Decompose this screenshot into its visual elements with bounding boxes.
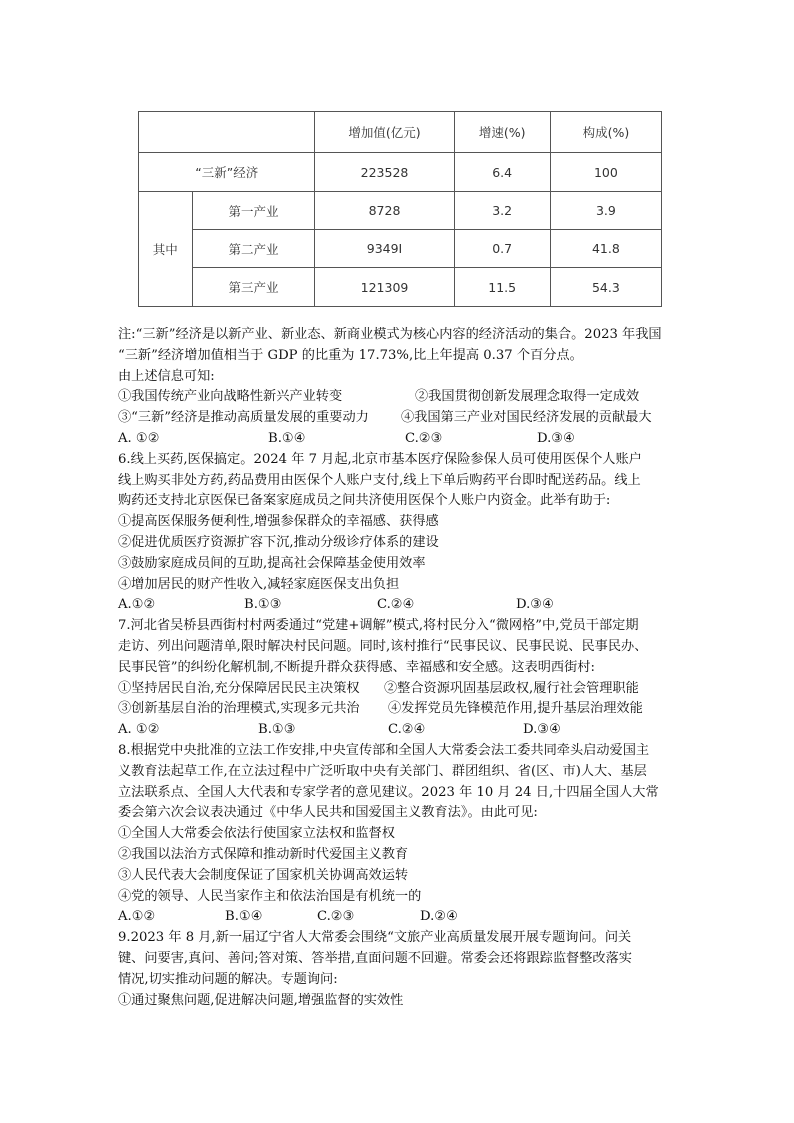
question-9-stem: 情况,切实推动问题的解决。专题询问: [118,971,338,987]
table-header-row [139,112,662,153]
statement-2: ②促进优质医疗资源扩容下沉,推动分级诊疗体系的建设 [118,534,439,550]
statement-4: ④发挥党员先锋模范作用,提升基层治理效能 [388,701,643,717]
answer-options [118,720,678,741]
option-a[interactable]: A. ①② [118,722,160,738]
answer-options [118,429,678,450]
question-7-stem: 民事民管”的纠纷化解机制,不断提升群众获得感、幸福感和安全感。这表明西街村: [118,659,595,675]
cell-total-growth: 6.4 [454,153,550,192]
statement-3: ③人民代表大会制度保证了国家机关协调高效运转 [118,867,409,883]
table-row-secondary [139,230,662,268]
cell-primary-growth: 3.2 [454,192,550,230]
row-label-secondary: 第二产业 [192,230,315,268]
questions-text [118,325,678,1011]
option-b[interactable]: B.①④ [268,430,306,446]
table-row-primary [139,192,662,230]
statement-4: ④党的领导、人民当家作主和依法治国是有机统一的 [118,888,422,904]
statement-2: ②整合资源巩固基层政权,履行社会管理职能 [384,680,639,696]
statement-1: ①坚持居民自治,充分保障居民民主决策权 [118,680,360,696]
question-9-stem: 键、问要害,真问、善问;答对策、答举措,直面问题不回避。常委会还将跟踪监督整改落实 [118,950,632,966]
statement-1: ①通过聚焦问题,促进解决问题,增强监督的实效性 [118,992,404,1008]
cell-tertiary-growth: 11.5 [454,268,550,307]
statement-pair [118,699,678,720]
cell-primary-value: 8728 [315,192,454,230]
statement-pair [118,679,678,700]
cell-secondary-value: 9349I [315,230,454,268]
option-b[interactable]: B.①③ [258,722,296,738]
answer-options [118,595,678,616]
table-row-total [139,153,662,192]
question-7-stem: 走访、列出问题清单,限时解决村民问题。同时,该村推行“民事民议、民事民说、民事民办、 [118,638,648,654]
statement-2: ②我国以法治方式保障和推动新时代爱国主义教育 [118,846,409,862]
row-label-total: “三新”经济 [139,153,315,192]
question-lead: 由上述信息可知: [118,368,215,384]
cell-tertiary-value: 121309 [315,268,454,307]
question-8-stem: 委会第六次会议表决通过《中华人民共和国爱国主义教育法》。由此可见: [118,805,538,821]
question-8-stem: 义教育法起草工作,在立法过程中广泛听取中央有关部门、群团组织、省(区、市)人大、基层 [118,763,647,779]
option-c[interactable]: C.②③ [405,430,443,446]
note-line: 注:“三新”经济是以新产业、新业态、新商业模式为核心内容的经济活动的集合。2023 年我国 [118,327,662,342]
note-line: “三新”经济增加值相当于 GDP 的比重为 17.73%,比上年提高 0.37 个百分点。 [118,347,583,363]
statement-pair [118,408,678,429]
group-label-cell: 其中 [139,192,193,307]
row-label-tertiary: 第三产业 [192,268,315,307]
statement-1: ①提高医保服务便利性,增强参保群众的幸福感、获得感 [118,514,439,530]
table-row-tertiary [139,268,662,307]
question-6-stem: 6.线上买药,医保搞定。2024 年 7 月起,北京市基本医疗保险参保人员可使用医保个人账户 [118,451,642,467]
question-9-stem: 9.2023 年 8 月,新一届辽宁省人大常委会围绕“文旅产业高质量发展开展专题询问。问关 [118,930,632,946]
statement-4: ④增加居民的财产性收入,减轻家庭医保支出负担 [118,576,400,592]
header-cell-growth: 增速(%) [454,112,550,153]
cell-primary-composition: 3.9 [550,192,661,230]
statement-1: ①我国传统产业向战略性新兴产业转变 [118,389,343,405]
question-6-stem: 购药还支持北京医保已备案家庭成员之间共济使用医保个人账户内资金。此举有助于: [118,493,611,509]
option-a[interactable]: A. ①② [118,430,160,446]
option-d[interactable]: D.③④ [516,597,554,613]
statement-4: ④我国第三产业对国民经济发展的贡献最大 [401,410,652,426]
header-cell-value-added: 增加值(亿元) [315,112,454,153]
answer-options [118,907,678,928]
cell-total-composition: 100 [550,153,661,192]
statement-pair [118,387,678,408]
option-a[interactable]: A.①② [118,909,156,925]
statement-1: ①全国人大常委会依法行使国家立法权和监督权 [118,826,395,842]
option-d[interactable]: D.③④ [537,430,575,446]
cell-total-value: 223528 [315,153,454,192]
option-a[interactable]: A.①② [118,597,156,613]
option-c[interactable]: C.②④ [388,722,426,738]
option-d[interactable]: D.③④ [523,722,561,738]
option-b[interactable]: B.①④ [225,909,263,925]
statement-3: ③创新基层自治的治理模式,实现多元共治 [118,701,360,717]
statement-3: ③“三新”经济是推动高质量发展的重要动力 [118,410,369,426]
question-7-stem: 7.河北省吴桥县西街村村两委通过“党建+调解”模式,将村民分入“微网格”中,党员干部定期 [118,618,639,634]
statement-3: ③鼓励家庭成员间的互助,提高社会保障基金使用效率 [118,555,426,571]
row-label-primary: 第一产业 [192,192,315,230]
option-b[interactable]: B.①③ [244,597,282,613]
header-cell-empty [139,112,315,153]
header-cell-composition: 构成(%) [550,112,661,153]
three-new-economy-table [138,111,662,307]
option-c[interactable]: C.②④ [377,597,415,613]
question-8-stem: 立法联系点、全国人大代表和专家学者的意见建议。2023 年 10 月 24 日,十四届全国人大常 [118,784,659,800]
cell-tertiary-composition: 54.3 [550,268,661,307]
statement-2: ②我国贯彻创新发展理念取得一定成效 [415,389,640,405]
option-d[interactable]: D.②④ [420,909,458,925]
option-c[interactable]: C.②③ [317,909,355,925]
cell-secondary-growth: 0.7 [454,230,550,268]
question-6-stem: 线上购买非处方药,药品费用由医保个人账户支付,线上下单后购药平台即时配送药品。线上 [118,472,641,488]
question-8-stem: 8.根据党中央批准的立法工作安排,中央宣传部和全国人大常委会法工委共同牵头启动爱国主 [118,742,650,758]
cell-secondary-composition: 41.8 [550,230,661,268]
